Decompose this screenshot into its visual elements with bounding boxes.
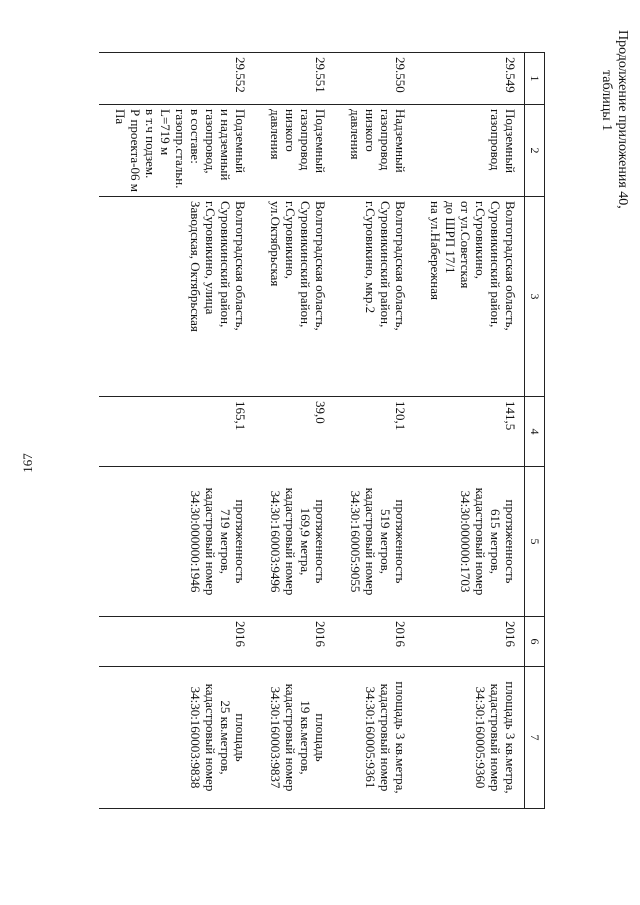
table-cell-c7 [334,667,414,809]
cell-line: г.Суровикино, [473,201,488,280]
cell-line: газопровод низкого [283,109,313,171]
column-header: 3 [525,197,545,397]
table-cell-c4: 120,1 [334,397,414,467]
table-cell-c1: 29.551 [254,53,334,105]
cell-line: от ул.Советская [458,201,473,289]
cell-line: кадастровый номер [203,487,218,596]
cell-line: 34:30:000000:1703 [458,490,473,593]
table-cell-c7 [99,667,254,809]
cell-line: Заводская, Октябрьская [188,201,203,332]
table-cell-c3 [99,197,254,397]
table-cell-c3 [334,197,414,397]
cell-line: площадь 3 кв.метра, [393,681,408,794]
cell-line: 615 метров, [488,509,503,574]
cell-line: г.Суровикино, улица [203,201,218,315]
cell-line: протяженность [233,499,248,584]
column-header: 6 [525,617,545,667]
cell-line: г.Суровикино, [283,201,298,280]
cell-line: в т.ч подзем. [143,109,158,179]
cell-line: 719 метров, [218,509,233,574]
cell-line: газопр.стальн. [173,109,188,189]
cell-line: 169,9 метра, [298,507,313,576]
heading-line-2: таблицы 1 [599,70,614,132]
cell-line: и надземный [218,109,233,181]
cell-line: протяженность [393,499,408,584]
table-cell-c6: 2016 [254,617,334,667]
page-number: 167 [20,453,35,473]
cell-line: Подземный [233,109,248,174]
table-cell-c2 [99,105,254,197]
table-cell-c5 [334,467,414,617]
table-row [254,53,334,809]
cell-line: Суровикинский район, [488,201,503,328]
table-cell-c5 [414,467,525,617]
cell-line: Подземный [503,109,518,174]
cell-line: Суровикинский район, [378,201,393,328]
cell-line: 34:30:160005:9055 [348,490,363,593]
header-row [525,53,545,809]
cell-line: Подземный [313,109,328,174]
cell-line: кадастровый номер [283,683,298,792]
table-cell-c6: 2016 [99,617,254,667]
cell-line: Волгоградская область, [503,201,518,331]
cell-line: 34:30:160003:9837 [268,686,283,789]
table-row [99,53,254,809]
column-header: 2 [525,105,545,197]
table-cell-c6: 2016 [414,617,525,667]
cell-line: Волгоградская область, [393,201,408,331]
cell-line: 34:30:160005:9360 [473,686,488,789]
table-cell-c3 [414,197,525,397]
cell-line: 34:30:160005:9361 [363,686,378,789]
table-cell-c1: 29.550 [334,53,414,105]
cell-line: кадастровый номер [473,487,488,596]
cell-line: Р проекта-06 м Па [113,109,143,192]
column-header: 4 [525,397,545,467]
cell-line: кадастровый номер [488,683,503,792]
cell-line: газопровод [488,109,503,171]
cell-line: газопровод, [203,109,218,174]
cell-line: на ул.Набережная [428,201,443,300]
cell-line: 34:30:000000:1946 [188,490,203,593]
table-cell-c1: 29.552 [99,53,254,105]
column-header: 7 [525,667,545,809]
cell-line: кадастровый номер [363,487,378,596]
cell-line: Волгоградская область, [233,201,248,331]
table-row [334,53,414,809]
heading-line-1: Продолжение приложения 40, [615,30,630,209]
cell-line: 19 кв.метров, [298,700,313,775]
cell-line: 519 метров, [378,509,393,574]
cell-line: давления [348,109,363,160]
table-cell-c3 [254,197,334,397]
table-cell-c2 [414,105,525,197]
cell-line: кадастровый номер [203,683,218,792]
cell-line: Суровикинский район, [298,201,313,328]
table-cell-c4: 141,5 [414,397,525,467]
cell-line: ул.Октябрьская [268,201,283,287]
cell-line: в составе: [188,109,203,164]
cell-line: площадь [313,713,328,762]
table-cell-c2 [334,105,414,197]
continuation-heading [560,30,630,230]
cell-line: 34:30:160003:9496 [268,490,283,593]
table-cell-c5 [99,467,254,617]
cell-line: давления [268,109,283,160]
cell-line: L=719 м [158,109,173,156]
table-cell-c4: 39,0 [254,397,334,467]
cell-line: до ШРП 17/1 [443,201,458,274]
table-cell-c5 [254,467,334,617]
data-table [99,52,545,809]
cell-line: 25 кв.метров, [218,700,233,775]
table-cell-c4: 165,1 [99,397,254,467]
cell-line: кадастровый номер [283,487,298,596]
table-cell-c2 [254,105,334,197]
cell-line: протяженность [313,499,328,584]
column-header: 5 [525,467,545,617]
cell-line: г.Суровикино, мкр.2 [363,201,378,314]
cell-line: площадь 3 кв.метра, [503,681,518,794]
table-cell-c7 [254,667,334,809]
table-row [414,53,525,809]
cell-line: протяженность [503,499,518,584]
cell-line: площадь [233,713,248,762]
cell-line: Волгоградская область, [313,201,328,331]
table-cell-c6: 2016 [334,617,414,667]
cell-line: газопровод низкого [363,109,393,171]
cell-line: кадастровый номер [378,683,393,792]
table-cell-c1: 29.549 [414,53,525,105]
cell-line: Суровикинский район, [218,201,233,328]
table-cell-c7 [414,667,525,809]
cell-line: Надземный [393,109,408,173]
cell-line: 34:30:160003:9838 [188,686,203,789]
column-header: 1 [525,53,545,105]
